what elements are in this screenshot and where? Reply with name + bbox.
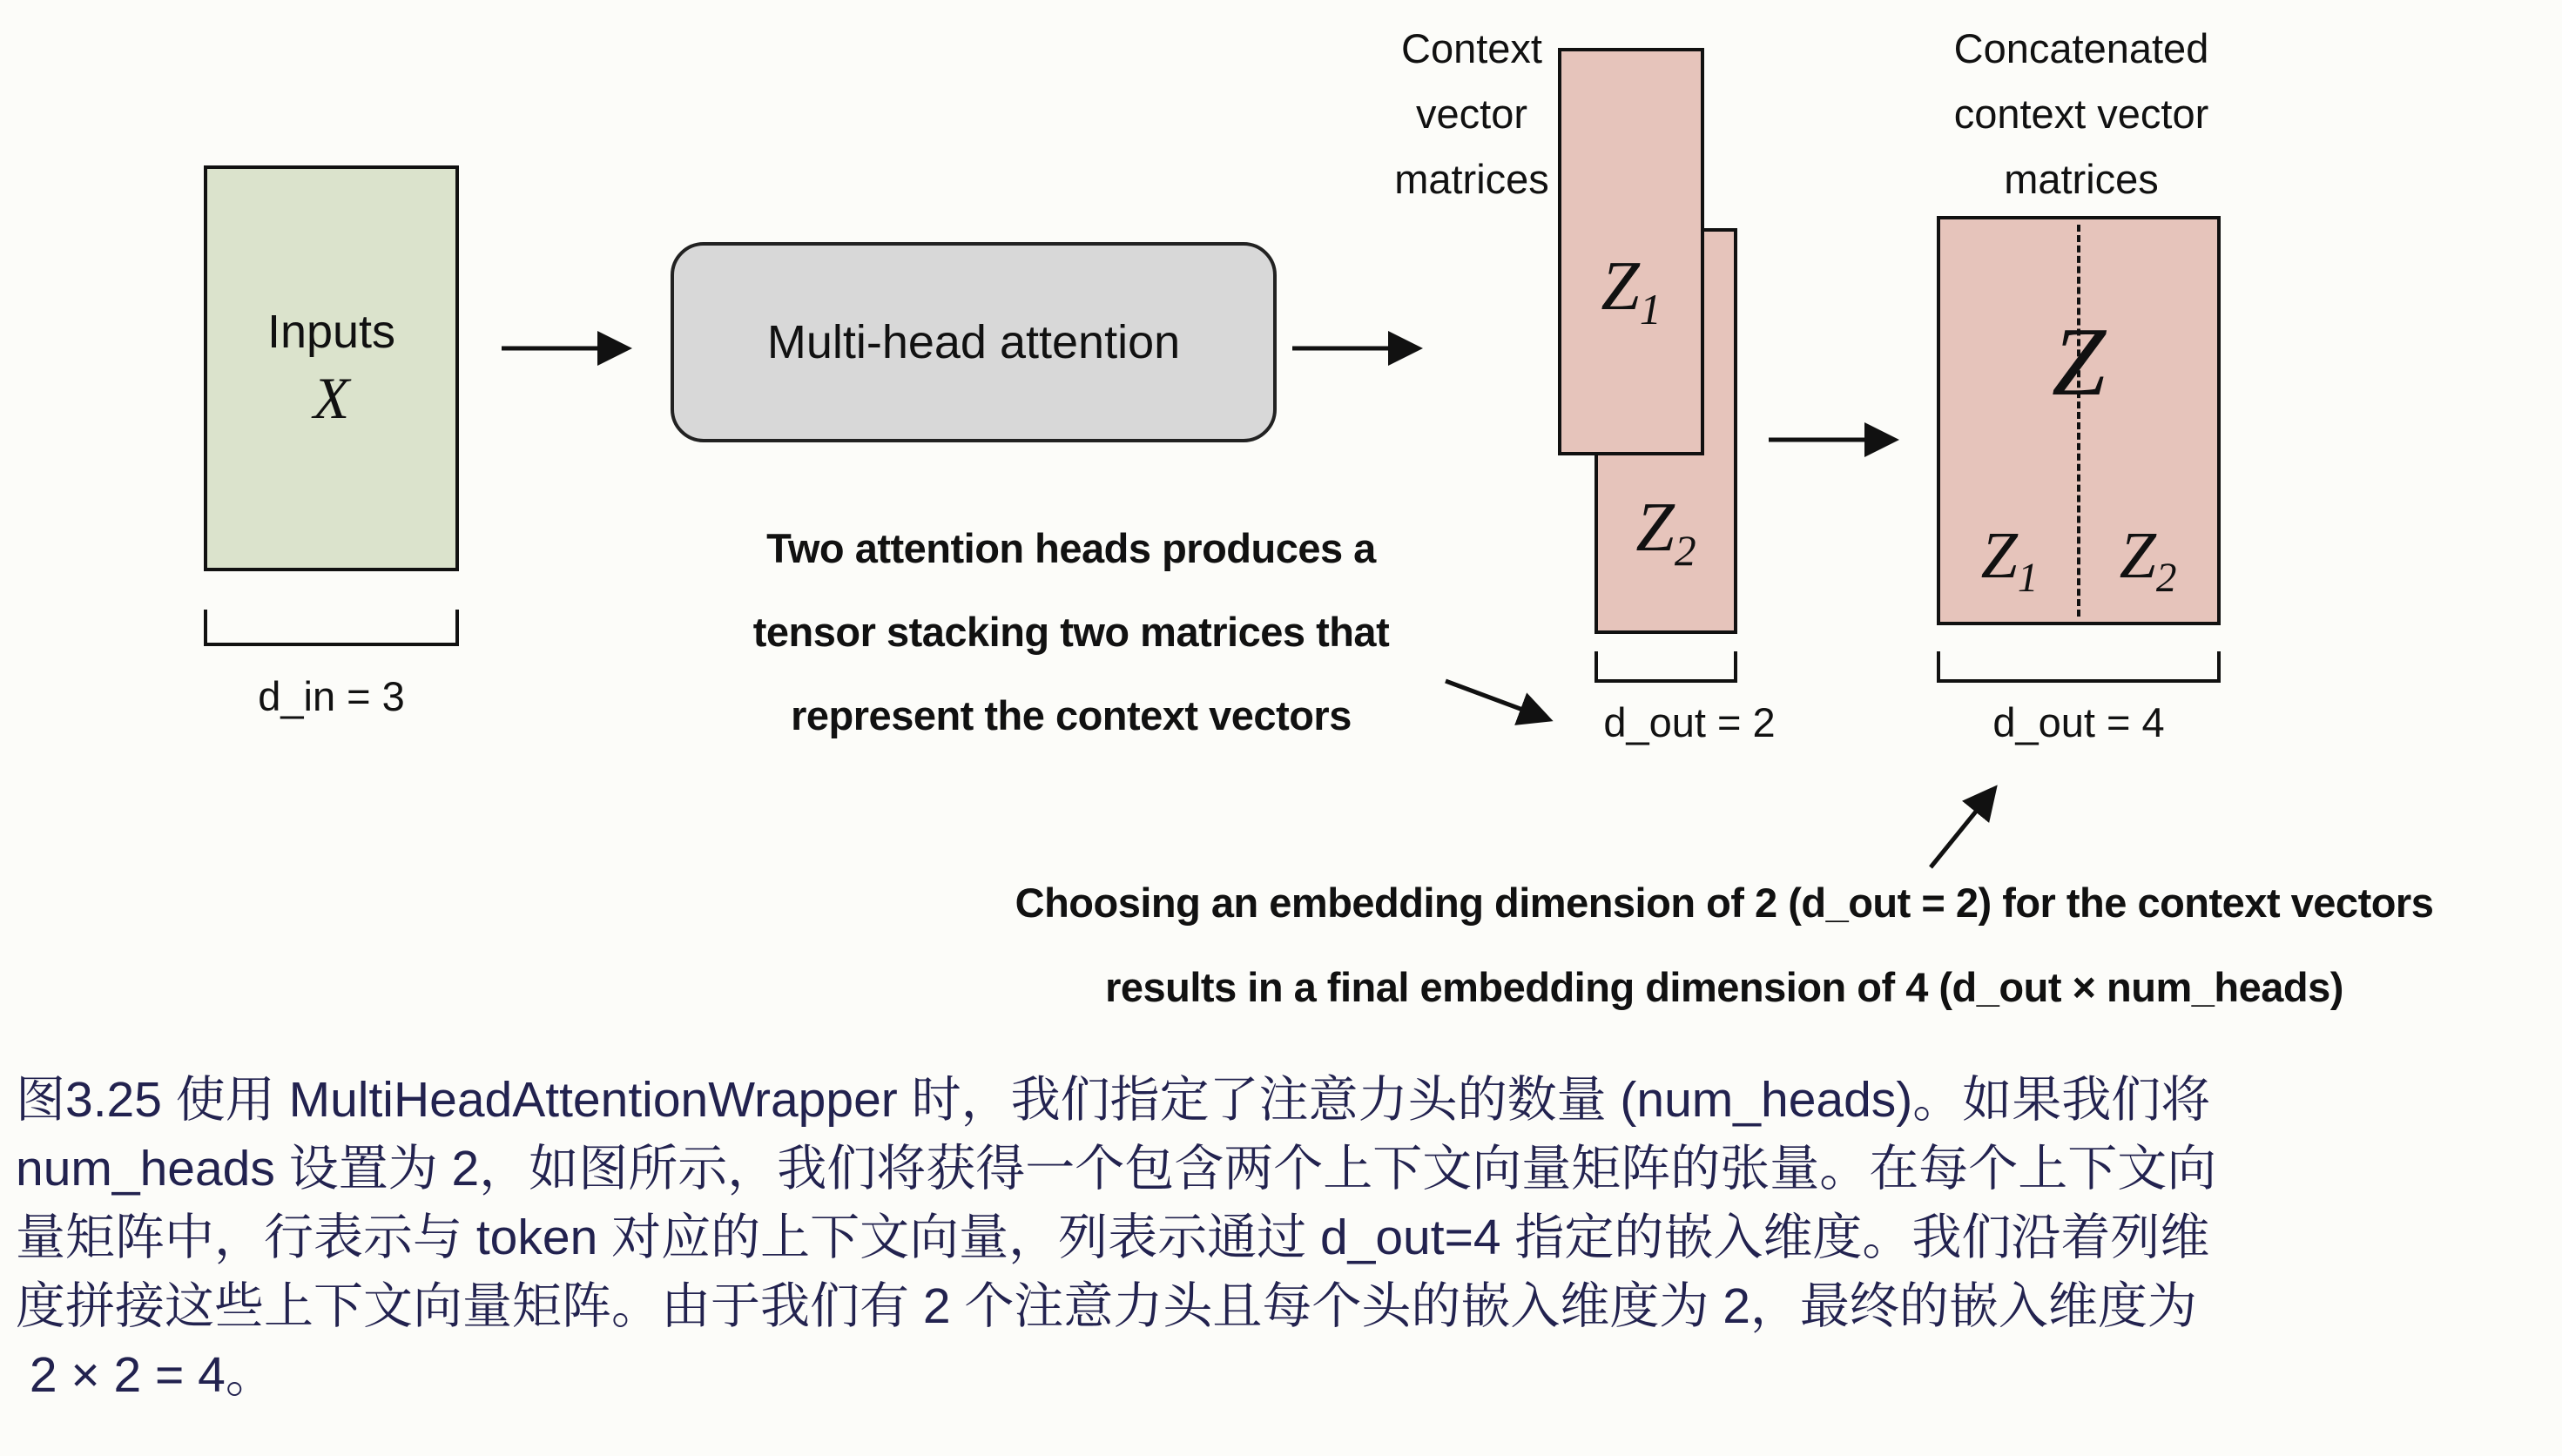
z1-symbol-sub: 1 <box>1639 286 1662 334</box>
arrow-context-to-concat-icon <box>1763 418 1920 462</box>
concat-z-symbol-base: Z <box>2051 308 2107 416</box>
caption-line-4: 度拼接这些上下文向量矩阵。由于我们有 2 个注意力头且每个头的嵌入维度为 2，最终的嵌入维度为 <box>16 1278 2197 1334</box>
concat-z1-symbol <box>1940 519 2079 602</box>
concat-label-line-2: context vector <box>1953 91 2209 137</box>
concat-z1-base: Z <box>1980 519 2018 592</box>
concat-z2-symbol <box>2079 519 2217 602</box>
caption-line-3: 量矩阵中，行表示与 token 对应的上下文向量，列表示通过 d_out=4 指定的嵌入维度。我们沿着列维 <box>16 1210 2210 1265</box>
choosing-note-line-1: Choosing an embedding dimension of 2 (d_out = 2) for the context vectors <box>1015 880 2434 926</box>
figure-caption <box>16 1066 2553 1410</box>
d-out4-bracket <box>1937 651 2221 683</box>
context-label-line-3: matrices <box>1394 156 1549 202</box>
attention-label: Multi-head attention <box>766 316 1181 368</box>
context-label-line-1: Context <box>1401 25 1542 71</box>
concat-z2-sub: 2 <box>2155 556 2177 602</box>
stacking-note-line-2: tensor stacking two matrices that <box>752 609 1390 655</box>
choosing-note <box>888 860 2560 1029</box>
d-in-label: d_in = 3 <box>258 673 405 719</box>
inputs-matrix-box <box>204 165 459 571</box>
arrow-inputs-to-attention-icon <box>496 327 653 370</box>
z1-symbol <box>1561 248 1701 334</box>
z1-matrix-box <box>1558 48 1704 455</box>
inputs-symbol-x: X <box>313 364 350 431</box>
z1-symbol-base: Z <box>1601 248 1640 325</box>
concat-z2-base: Z <box>2119 519 2156 592</box>
d-in-bracket <box>204 610 459 646</box>
concat-label-line-3: matrices <box>2004 156 2159 202</box>
stacking-note-line-3: represent the context vectors <box>791 692 1352 738</box>
context-label-line-2: vector <box>1416 91 1527 137</box>
context-vector-matrices-label <box>1354 16 1589 212</box>
concat-z-symbol <box>1940 308 2217 416</box>
caption-line-1: 图3.25 使用 MultiHeadAttentionWrapper 时，我们指定了注意力头的数量 (num_heads)。如果我们将 <box>16 1072 2211 1128</box>
d-out2-bracket <box>1595 651 1737 683</box>
arrow-to-d-out4-icon <box>1911 756 2042 878</box>
inputs-label: Inputs <box>266 305 396 358</box>
z2-symbol-base: Z <box>1635 489 1675 566</box>
concat-label-line-1: Concatenated <box>1953 25 2209 71</box>
arrow-attention-to-context-icon <box>1287 327 1444 370</box>
d-out2-label: d_out = 2 <box>1603 699 1776 745</box>
z2-symbol <box>1598 489 1734 575</box>
caption-line-2: num_heads 设置为 2，如图所示，我们将获得一个包含两个上下文向量矩阵的张量。在每个上下文向 <box>16 1141 2217 1196</box>
choosing-note-line-2: results in a final embedding dimension of 4 (d_out × num_heads) <box>1105 964 2343 1010</box>
concatenated-matrix-box <box>1937 216 2221 625</box>
stacking-note-line-1: Two attention heads produces a <box>766 525 1376 571</box>
concat-z1-sub: 1 <box>2017 556 2039 602</box>
z2-symbol-sub: 2 <box>1674 527 1696 575</box>
d-out4-label: d_out = 4 <box>1992 699 2165 745</box>
stacking-note <box>679 507 1463 758</box>
multi-head-attention-box <box>671 242 1277 442</box>
concatenated-label <box>1898 16 2264 212</box>
caption-line-5: 2 × 2 = 4。 <box>16 1347 275 1403</box>
